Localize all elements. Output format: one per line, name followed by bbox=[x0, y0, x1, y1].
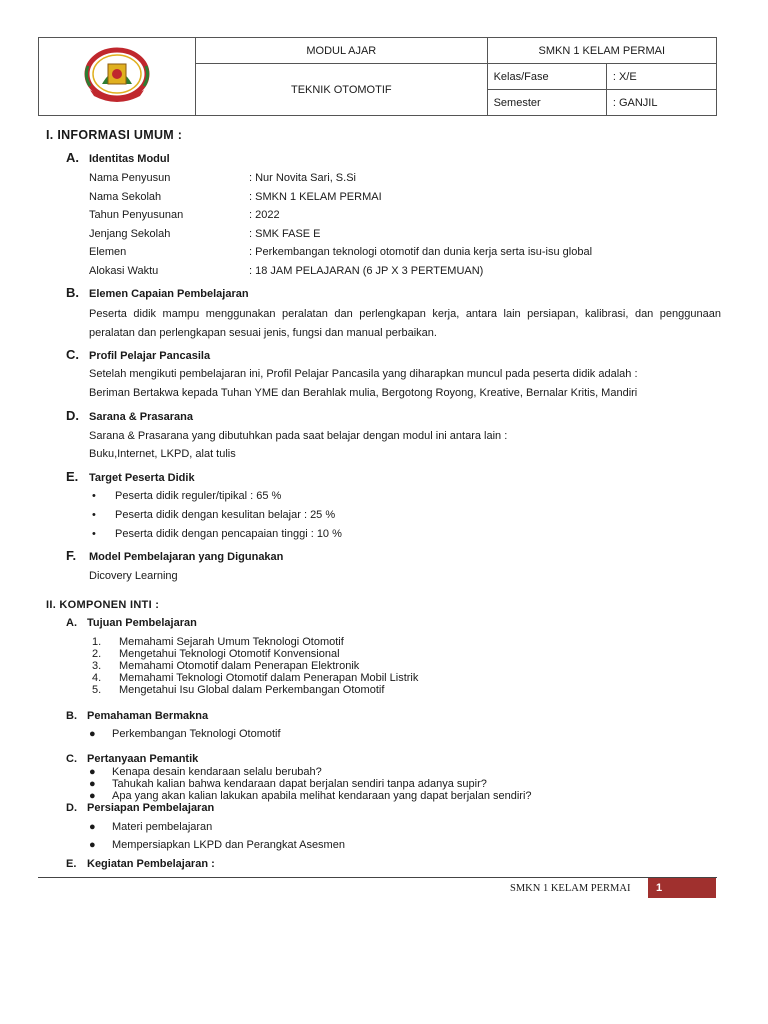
school-top-cell: SMKN 1 KELAM PERMAI bbox=[487, 38, 716, 64]
pemantik-text: Tahukah kalian bahwa kendaraan dapat berjalan sendiri tanpa adanya supir? bbox=[112, 778, 487, 790]
identity-key: Jenjang Sekolah bbox=[89, 228, 171, 240]
section2-e-heading bbox=[66, 858, 215, 870]
persiapan-text: Materi pembelajaran bbox=[112, 821, 213, 833]
tujuan-number: 4. bbox=[92, 672, 102, 684]
section2-e-title: Kegiatan Pembelajaran : bbox=[87, 858, 215, 870]
sarana-line-2: Buku,Internet, LKPD, alat tulis bbox=[89, 448, 236, 460]
bullet-icon: ● bbox=[89, 728, 96, 740]
section2-c-title: Pertanyaan Pemantik bbox=[87, 753, 199, 765]
section1-f-heading bbox=[66, 548, 283, 563]
logo-cell bbox=[39, 38, 196, 116]
tujuan-item bbox=[92, 684, 592, 697]
section1-e-letter: E. bbox=[66, 469, 79, 484]
identity-value: : SMKN 1 KELAM PERMAI bbox=[249, 191, 382, 203]
tujuan-number: 2. bbox=[92, 648, 102, 660]
identity-value: : 18 JAM PELAJARAN (6 JP X 3 PERTEMUAN) bbox=[249, 265, 484, 277]
section2-d-heading bbox=[66, 802, 214, 814]
section1-b-title: Elemen Capaian Pembelajaran bbox=[89, 288, 249, 300]
identity-key: Alokasi Waktu bbox=[89, 265, 159, 277]
identity-value: : 2022 bbox=[249, 209, 280, 221]
semester-label: Semester bbox=[487, 90, 606, 116]
bullet-icon: • bbox=[92, 509, 96, 521]
section2-d-title: Persiapan Pembelajaran bbox=[87, 802, 215, 814]
identity-key: Tahun Penyusunan bbox=[89, 209, 184, 221]
modul-cell: MODUL AJAR bbox=[196, 38, 488, 64]
identity-value: : Perkembangan teknologi otomotif dan dunia kerja serta isu-isu global bbox=[249, 246, 593, 258]
target-item bbox=[92, 490, 492, 504]
tujuan-number: 5. bbox=[92, 684, 102, 696]
persiapan-text: Mempersiapkan LKPD dan Perangkat Asesmen bbox=[112, 839, 345, 851]
footer-school: SMKN 1 KELAM PERMAI bbox=[510, 883, 631, 894]
bullet-icon: ● bbox=[89, 778, 96, 790]
target-item bbox=[92, 528, 492, 542]
tujuan-text: Memahami Otomotif dalam Penerapan Elektronik bbox=[119, 660, 360, 672]
profil-line-1: Setelah mengikuti pembelajaran ini, Profil Pelajar Pancasila yang diharapkan muncul pada peserta didik adalah : bbox=[89, 368, 638, 380]
section1-b-letter: B. bbox=[66, 285, 79, 300]
section2-d-letter: D. bbox=[66, 802, 77, 814]
section2-b-letter: B. bbox=[66, 710, 77, 722]
school-logo-icon bbox=[82, 46, 152, 104]
section1-e-heading bbox=[66, 469, 195, 484]
bullet-icon: ● bbox=[89, 839, 96, 851]
section1-a-heading bbox=[66, 150, 170, 165]
section1-a-letter: A. bbox=[66, 150, 79, 165]
section2-b-heading bbox=[66, 710, 208, 722]
bullet-icon: • bbox=[92, 528, 96, 540]
identity-value: : SMK FASE E bbox=[249, 228, 321, 240]
page-number-badge: 1 bbox=[648, 878, 716, 898]
bullet-icon: ● bbox=[89, 821, 96, 833]
section1-e-title: Target Peserta Didik bbox=[89, 472, 195, 484]
target-item bbox=[92, 509, 492, 523]
bullet-icon: ● bbox=[89, 790, 96, 802]
section2-c-heading bbox=[66, 753, 198, 765]
pemantik-text: Apa yang akan kalian lakukan apabila melihat kendaraan yang dapat berjalan sendiri? bbox=[112, 790, 532, 802]
section1-d-heading bbox=[66, 408, 193, 423]
tujuan-number: 3. bbox=[92, 660, 102, 672]
tujuan-text: Memahami Sejarah Umum Teknologi Otomotif bbox=[119, 636, 344, 648]
pemantik-text: Kenapa desain kendaraan selalu berubah? bbox=[112, 766, 322, 778]
section2-a-heading bbox=[66, 617, 197, 629]
section1-title: I. INFORMASI UMUM : bbox=[46, 128, 183, 142]
identity-key: Nama Sekolah bbox=[89, 191, 162, 203]
section2-title: II. KOMPONEN INTI : bbox=[46, 599, 160, 611]
persiapan-item bbox=[89, 839, 489, 853]
tujuan-text: Memahami Teknologi Otomotif dalam Penerapan Mobil Listrik bbox=[119, 672, 419, 684]
section1-b-heading bbox=[66, 285, 249, 300]
tujuan-text: Mengetahui Isu Global dalam Perkembangan Otomotif bbox=[119, 684, 385, 696]
model-text: Dicovery Learning bbox=[89, 570, 178, 582]
target-item-text: Peserta didik reguler/tipikal : 65 % bbox=[115, 490, 282, 502]
profil-line-2: Beriman Bertakwa kepada Tuhan YME dan Berahlak mulia, Bergotong Royong, Kreative, Bernalar Kritis, Mandiri bbox=[89, 387, 638, 399]
section1-f-title: Model Pembelajaran yang Digunakan bbox=[89, 551, 284, 563]
section2-a-letter: A. bbox=[66, 617, 77, 629]
kelas-value: : X/E bbox=[606, 64, 716, 90]
section2-e-letter: E. bbox=[66, 858, 77, 870]
section1-d-title: Sarana & Prasarana bbox=[89, 411, 193, 423]
tujuan-number: 1. bbox=[92, 636, 102, 648]
tujuan-text: Mengetahui Teknologi Otomotif Konvensional bbox=[119, 648, 340, 660]
bullet-icon: • bbox=[92, 490, 96, 502]
header-table bbox=[38, 37, 717, 116]
identity-value: : Nur Novita Sari, S.Si bbox=[249, 172, 356, 184]
capaian-paragraph: Peserta didik mampu menggunakan peralatan dan perlengkapan kerja, antara lain persiapan, kalibrasi, dan penggunaan peralatan dan perlengkapan sesuai jenis, fungsi dan manual perbaikan. bbox=[89, 308, 721, 339]
kelas-label: Kelas/Fase bbox=[487, 64, 606, 90]
target-item-text: Peserta didik dengan kesulitan belajar : 25 % bbox=[115, 509, 336, 521]
pemahaman-text: Perkembangan Teknologi Otomotif bbox=[112, 728, 281, 740]
identity-key: Elemen bbox=[89, 246, 127, 258]
section1-c-letter: C. bbox=[66, 347, 79, 362]
section1-c-title: Profil Pelajar Pancasila bbox=[89, 350, 211, 362]
section1-d-letter: D. bbox=[66, 408, 79, 423]
section1-f-letter: F. bbox=[66, 548, 77, 563]
bullet-icon: ● bbox=[89, 766, 96, 778]
section2-a-title: Tujuan Pembelajaran bbox=[87, 617, 197, 629]
section2-c-letter: C. bbox=[66, 753, 77, 765]
section2-b-title: Pemahaman Bermakna bbox=[87, 710, 209, 722]
semester-value: : GANJIL bbox=[606, 90, 716, 116]
section1-c-heading bbox=[66, 347, 210, 362]
section1-a-title: Identitas Modul bbox=[89, 153, 170, 165]
footer-divider bbox=[38, 877, 717, 878]
pemahaman-item bbox=[89, 728, 489, 742]
subject-cell: TEKNIK OTOMOTIF bbox=[196, 64, 488, 116]
target-item-text: Peserta didik dengan pencapaian tinggi : 10 % bbox=[115, 528, 342, 540]
persiapan-item bbox=[89, 821, 489, 835]
sarana-line-1: Sarana & Prasarana yang dibutuhkan pada saat belajar dengan modul ini antara lain : bbox=[89, 430, 508, 442]
identity-key: Nama Penyusun bbox=[89, 172, 171, 184]
